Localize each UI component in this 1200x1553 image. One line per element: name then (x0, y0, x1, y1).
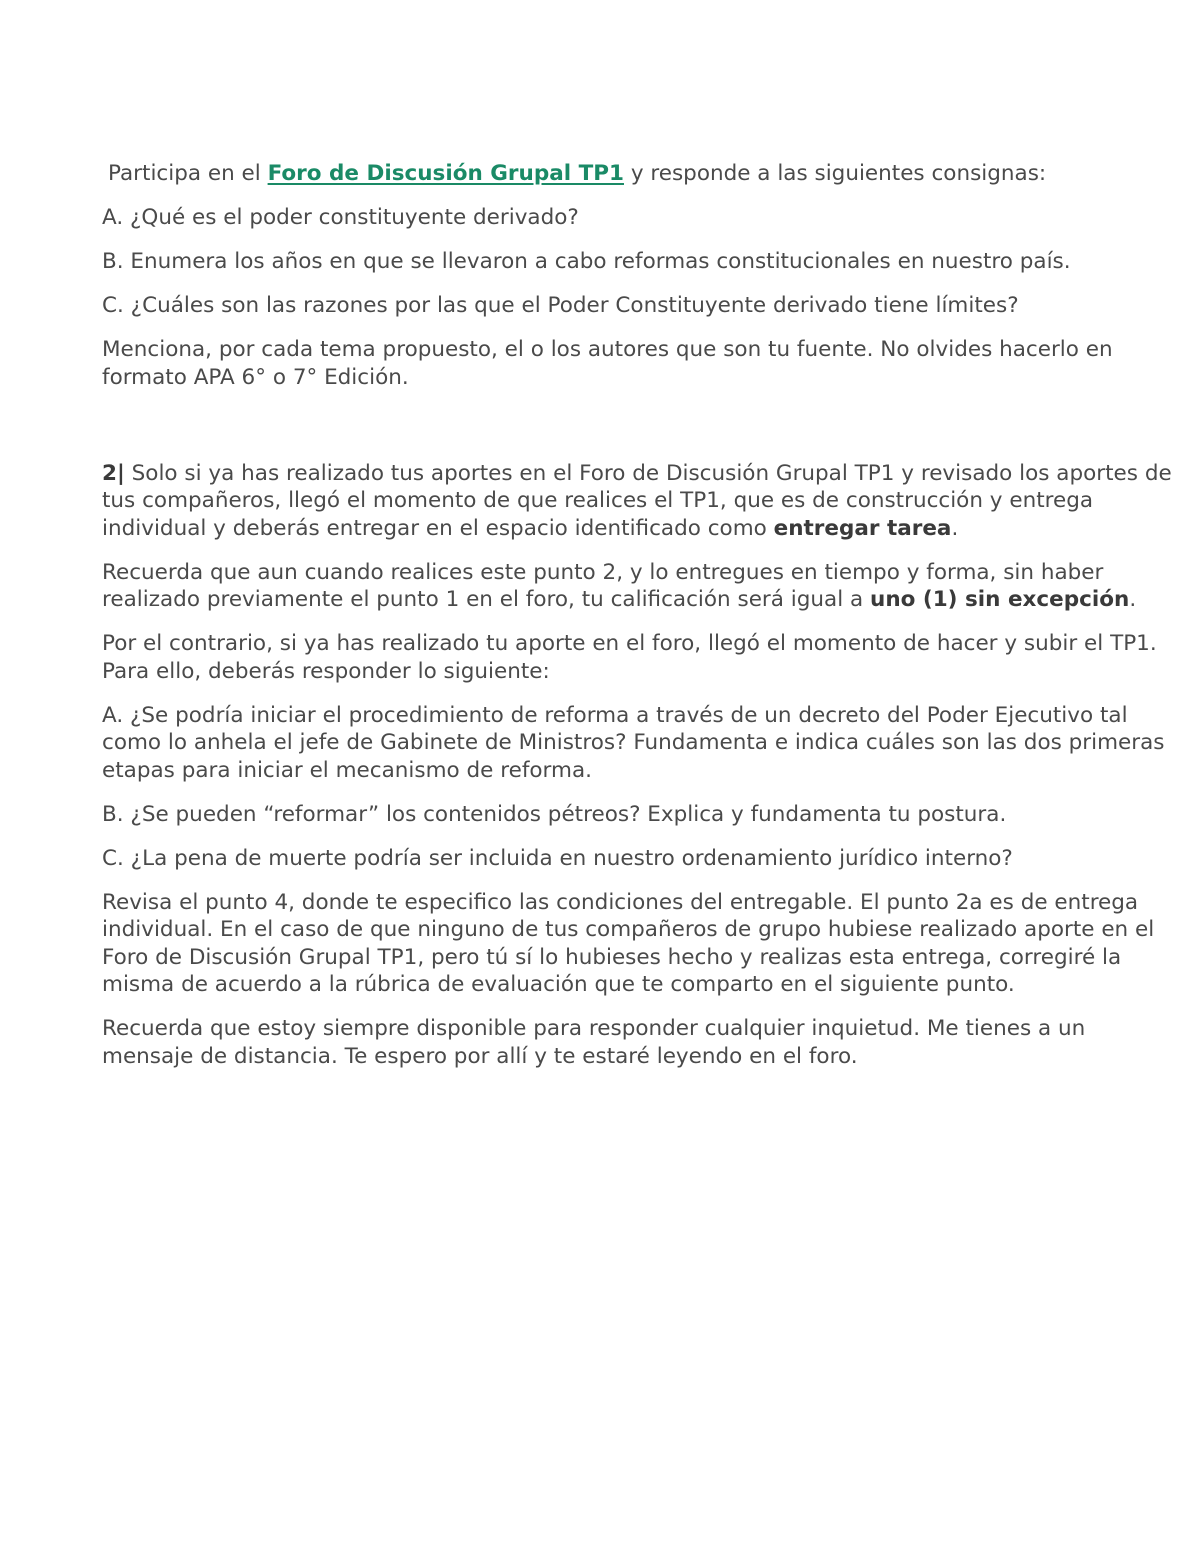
document-body (102, 160, 1182, 1087)
question-1c: C. ¿Cuáles son las razones por las que el Poder Constituyente derivado tiene límites? (102, 293, 1019, 318)
question-2c: C. ¿La pena de muerte podría ser incluida en nuestro ordenamiento jurídico interno? (102, 845, 1013, 871)
section-spacer (102, 408, 1182, 460)
part2-number: 2| (102, 460, 125, 486)
review-note: Revisa el punto 4, donde te especifico las condiciones del entregable. El punto 2a es de entrega individual. En el caso de que ninguno de tus compañeros de grupo hubiese realizado aporte en el Foro de Discusión Grupal TP1, pero tú sí lo hubieses hecho y realizas esta entrega, corregiré la misma de acuerdo a la rúbrica de evaluación que te comparto en el siguiente punto. (102, 889, 1155, 997)
part2-end: . (951, 515, 959, 541)
reminder-bold: uno (1) sin excepción (870, 587, 1130, 612)
intro-text: Participa en el (108, 161, 268, 186)
citation-note: Menciona, por cada tema propuesto, el o los autores que son tu fuente. No olvides hacerlo en formato APA 6° o 7° Edición. (102, 337, 1113, 390)
question-2b: B. ¿Se pueden “reformar” los contenidos pétreos? Explica y fundamenta tu postura. (102, 801, 1007, 827)
part2-intro (102, 460, 1182, 543)
question-2a: A. ¿Se podría iniciar el procedimiento de reforma a través de un decreto del Poder Ejecutivo tal como lo anhela el jefe de Gabinete de Ministros? Fundamenta e indica cuáles son las dos primeras etapas para iniciar el mecanismo de reforma. (102, 702, 1165, 783)
reminder-paragraph (102, 559, 1182, 614)
question-1a: A. ¿Qué es el poder constituyente derivado? (102, 205, 579, 230)
forum-link[interactable]: Foro de Discusión Grupal TP1 (267, 161, 624, 186)
closing-paragraph: Recuerda que estoy siempre disponible para responder cualquier inquietud. Me tienes a un mensaje de distancia. Te espero por allí y te estaré leyendo en el foro. (102, 1016, 1086, 1069)
reminder-text: Recuerda que aun cuando realices este punto 2, y lo entregues en tiempo y forma, sin haber realizado previamente el punto 1 en el foro, tu calificación será igual a (102, 559, 1104, 612)
intro-paragraph (102, 160, 1182, 188)
part2-bold: entregar tarea (773, 515, 952, 541)
intro-text-end: y responde a las siguientes consignas: (623, 161, 1047, 186)
question-1b: B. Enumera los años en que se llevaron a cabo reformas constitucionales en nuestro país. (102, 249, 1071, 274)
part2-text: Solo si ya has realizado tus aportes en el Foro de Discusión Grupal TP1 y revisado los aportes de tus compañeros, llegó el momento de que realices el TP1, que es de construcción y entrega individual y deberás entregar en el espacio identificado como (102, 460, 1172, 541)
contrary-paragraph: Por el contrario, si ya has realizado tu aporte en el foro, llegó el momento de hacer y subir el TP1. Para ello, deberás responder lo siguiente: (102, 631, 1157, 684)
reminder-end: . (1129, 587, 1137, 612)
